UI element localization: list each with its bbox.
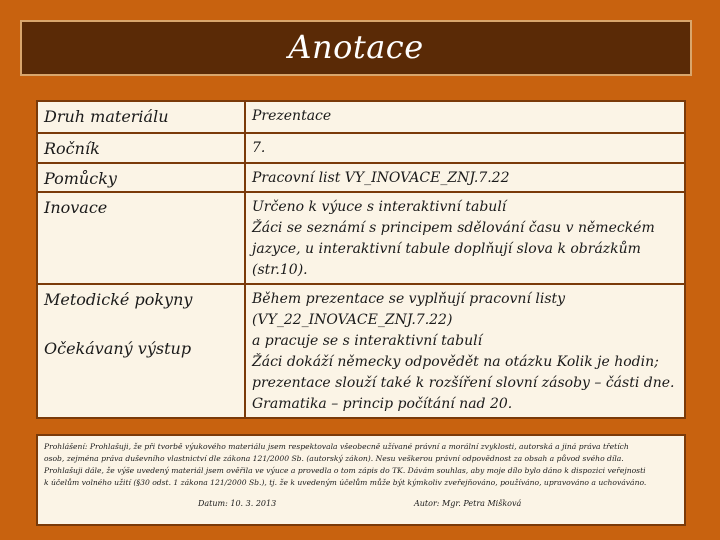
declaration-line: Prohlášení: Prohlašuji, že při tvorbě výukového materiálu jsem respektovala všeobecně užívané právní a morální zvyklosti, autorská a jiná práva třetích: [44, 442, 629, 451]
row-value-innovation: [245, 192, 685, 284]
value-line: Během prezentace se vyplňují pracovní listy: [252, 291, 566, 307]
table-row: [37, 192, 685, 284]
value-line: a pracuje se s interaktivní tabulí: [252, 333, 483, 349]
value-line: Pracovní list VY_INOVACE_ZNJ.7.22: [252, 170, 510, 186]
page-title: Anotace: [288, 28, 424, 66]
row-value-grade: [245, 133, 685, 163]
annotation-table: [36, 100, 686, 419]
declaration-line: k účelům volného užití (§30 odst. 1 zákona 121/2000 Sb.), tj. že k uvedeným účelům může být kýmkoliv zveřejňováno, používáno, upravováno a uchováváno.: [44, 478, 647, 487]
table-row: [37, 163, 685, 192]
declaration-box: [36, 434, 686, 526]
table-row: [37, 101, 685, 133]
row-label-innovation: Inovace: [37, 192, 245, 284]
value-line: (str.10).: [252, 262, 308, 278]
declaration-line: Prohlašuji dále, že výše uvedený materiál jsem ověřila ve výuce a provedla o tom zápis do TK. Dávám souhlas, aby moje dílo bylo dáno k dispozici veřejnosti: [44, 466, 646, 475]
row-label-grade: Ročník: [37, 133, 245, 163]
value-line: (VY_22_INOVACE_ZNJ.7.22): [252, 312, 453, 328]
value-line: Žáci se seznámí s principem sdělování času v německém: [252, 220, 655, 236]
title-bar: [20, 20, 692, 76]
expected-outcome-label: Očekávaný výstup: [44, 339, 192, 358]
declaration-line: osob, zejména práva duševního vlastnictví dle zákona 121/2000 Sb. (autorský zákon). Nesu veškerou právní odpovědnost za obsah a původ svého díla.: [44, 454, 624, 463]
row-value-aids: [245, 163, 685, 192]
value-line: Určeno k výuce s interaktivní tabulí: [252, 199, 507, 215]
row-label-material-type: Druh materiálu: [37, 101, 245, 133]
methodology-label: Metodické pokyny: [44, 290, 193, 309]
declaration-date: Datum: 10. 3. 2013: [198, 499, 277, 508]
value-line: prezentace slouží také k rozšíření slovní zásoby – části dne.: [252, 375, 675, 391]
row-label-aids: Pomůcky: [37, 163, 245, 192]
value-line: jazyce, u interaktivní tabule doplňují slova k obrázkům: [252, 241, 641, 257]
value-line: Žáci dokáží německy odpovědět na otázku Kolik je hodin;: [252, 354, 659, 370]
value-line: 7.: [252, 140, 266, 156]
table-row: [37, 133, 685, 163]
declaration-author: Autor: Mgr. Petra Mišková: [414, 499, 522, 508]
value-line: Gramatika – princip počítání nad 20.: [252, 396, 513, 412]
row-value-material-type: [245, 101, 685, 133]
row-label-methodology: [37, 284, 245, 418]
value-line: Prezentace: [252, 108, 332, 124]
row-value-methodology: [245, 284, 685, 418]
table-row: [37, 284, 685, 418]
